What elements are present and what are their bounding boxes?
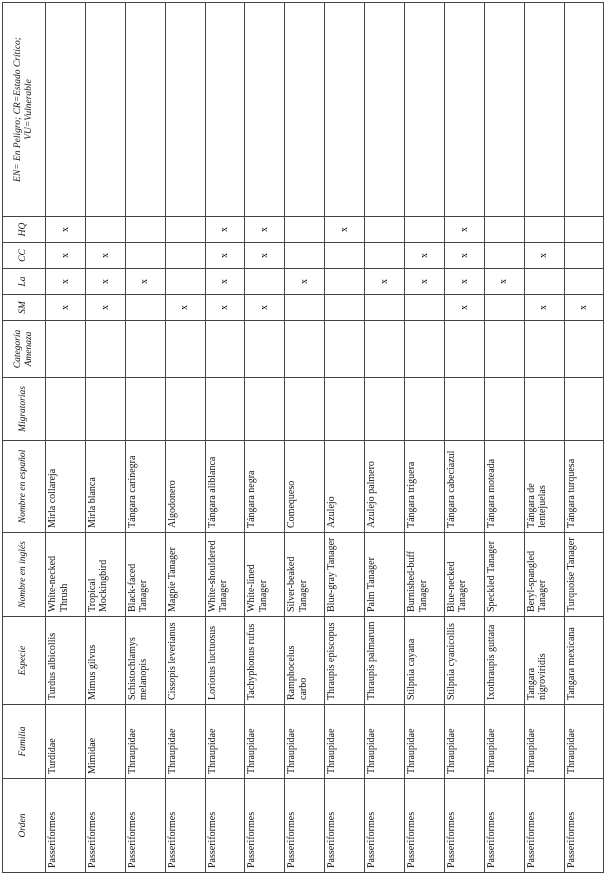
cell-orden: Passeriformes: [205, 779, 245, 873]
cell-categoria: [444, 321, 484, 378]
cell-hq: x: [325, 217, 365, 243]
cell-hq: x: [245, 217, 285, 243]
header-nombre-espanol: Nombre en español: [3, 441, 46, 533]
table-row: [365, 3, 405, 873]
cell-nombre-ingles: Silver-beaked Tanager: [285, 533, 325, 617]
cell-orden: Passeriformes: [165, 779, 205, 873]
cell-sm: x: [564, 295, 604, 321]
cell-orden: Passeriformes: [125, 779, 165, 873]
cell-la: [564, 269, 604, 295]
cell-migratorias: [325, 378, 365, 441]
cell-hq: [564, 217, 604, 243]
cell-cc: x: [205, 243, 245, 269]
cell-cc: [325, 243, 365, 269]
cell-cc: [285, 243, 325, 269]
header-la: La: [3, 269, 46, 295]
cell-nombre-ingles: Blue-necked Tanager: [444, 533, 484, 617]
cell-sm: x: [444, 295, 484, 321]
cell-la: x: [484, 269, 524, 295]
cell-nombre-espanol: Tángara triguera: [405, 441, 445, 533]
cell-hq: [165, 217, 205, 243]
cell-notes: [444, 3, 484, 217]
cell-hq: [125, 217, 165, 243]
table-row: [125, 3, 165, 873]
cell-notes: [365, 3, 405, 217]
cell-sm: [405, 295, 445, 321]
cell-especie: Stilpnia cayana: [405, 617, 445, 705]
cell-especie: Mimus gilvus: [85, 617, 125, 705]
cell-la: x: [405, 269, 445, 295]
cell-migratorias: [245, 378, 285, 441]
cell-migratorias: [205, 378, 245, 441]
cell-cc: x: [245, 243, 285, 269]
table-row: [484, 3, 524, 873]
cell-categoria: [325, 321, 365, 378]
header-categoria-amenaza: Categoría Amenaza: [3, 321, 46, 378]
cell-la: [245, 269, 285, 295]
cell-especie: Thraupis palmarum: [365, 617, 405, 705]
cell-orden: Passeriformes: [444, 779, 484, 873]
cell-la: x: [125, 269, 165, 295]
cell-nombre-espanol: Tángara aliblanca: [205, 441, 245, 533]
cell-migratorias: [444, 378, 484, 441]
cell-familia: Thraupidae: [564, 705, 604, 779]
cell-la: x: [205, 269, 245, 295]
cell-cc: [165, 243, 205, 269]
cell-notes: [165, 3, 205, 217]
cell-nombre-espanol: Mirla collareja: [46, 441, 86, 533]
cell-la: x: [444, 269, 484, 295]
cell-nombre-espanol: Tángara negra: [245, 441, 285, 533]
cell-migratorias: [285, 378, 325, 441]
cell-nombre-espanol: Comequeso: [285, 441, 325, 533]
cell-cc: [564, 243, 604, 269]
cell-familia: Thraupidae: [245, 705, 285, 779]
cell-migratorias: [85, 378, 125, 441]
cell-hq: x: [205, 217, 245, 243]
cell-especie: Cissopis leverianus: [165, 617, 205, 705]
cell-orden: Passeriformes: [85, 779, 125, 873]
cell-hq: x: [46, 217, 86, 243]
cell-orden: Passeriformes: [564, 779, 604, 873]
cell-nombre-espanol: Tángara turquesa: [564, 441, 604, 533]
cell-orden: Passeriformes: [365, 779, 405, 873]
header-sm: SM: [3, 295, 46, 321]
cell-sm: [125, 295, 165, 321]
cell-sm: x: [205, 295, 245, 321]
cell-categoria: [484, 321, 524, 378]
cell-hq: [484, 217, 524, 243]
cell-sm: [365, 295, 405, 321]
cell-categoria: [125, 321, 165, 378]
cell-familia: Thraupidae: [285, 705, 325, 779]
cell-especie: Schistochlamys melanopis: [125, 617, 165, 705]
cell-nombre-ingles: Speckled Tanager: [484, 533, 524, 617]
cell-cc: [484, 243, 524, 269]
cell-hq: [524, 217, 564, 243]
cell-especie: Loriotus luctuosus: [205, 617, 245, 705]
header-hq: HQ: [3, 217, 46, 243]
cell-nombre-ingles: Turquoise Tanager: [564, 533, 604, 617]
cell-especie: Tachyphonus rufus: [245, 617, 285, 705]
table-row: [245, 3, 285, 873]
species-table: [2, 2, 604, 873]
header-migratorias: Migratorias: [3, 378, 46, 441]
cell-la: [325, 269, 365, 295]
cell-notes: [405, 3, 445, 217]
cell-especie: Ixothraupis guttata: [484, 617, 524, 705]
cell-categoria: [365, 321, 405, 378]
cell-categoria: [205, 321, 245, 378]
cell-categoria: [85, 321, 125, 378]
table-row: [444, 3, 484, 873]
cell-notes: [484, 3, 524, 217]
cell-sm: x: [524, 295, 564, 321]
table-row: [325, 3, 365, 873]
cell-nombre-espanol: Azulejo palmero: [365, 441, 405, 533]
cell-notes: [524, 3, 564, 217]
cell-notes: [325, 3, 365, 217]
table-body: [46, 3, 604, 873]
cell-la: x: [365, 269, 405, 295]
cell-notes: [125, 3, 165, 217]
cell-migratorias: [405, 378, 445, 441]
cell-cc: x: [46, 243, 86, 269]
cell-hq: [365, 217, 405, 243]
cell-orden: Passeriformes: [524, 779, 564, 873]
cell-nombre-espanol: Tángara de lentejuelas: [524, 441, 564, 533]
table-row: [46, 3, 86, 873]
cell-la: x: [285, 269, 325, 295]
cell-nombre-ingles: Palm Tanager: [365, 533, 405, 617]
cell-la: x: [46, 269, 86, 295]
header-cc: CC: [3, 243, 46, 269]
cell-cc: x: [444, 243, 484, 269]
cell-nombre-espanol: Mirla blanca: [85, 441, 125, 533]
cell-nombre-ingles: White-necked Thrush: [46, 533, 86, 617]
cell-la: x: [85, 269, 125, 295]
cell-notes: [85, 3, 125, 217]
cell-familia: Thraupidae: [524, 705, 564, 779]
cell-especie: Turdus albicollis: [46, 617, 86, 705]
cell-categoria: [245, 321, 285, 378]
cell-migratorias: [46, 378, 86, 441]
cell-especie: Stilpnia cyanicollis: [444, 617, 484, 705]
cell-nombre-espanol: Algodonero: [165, 441, 205, 533]
header-familia: Familia: [3, 705, 46, 779]
cell-sm: x: [165, 295, 205, 321]
cell-migratorias: [484, 378, 524, 441]
cell-familia: Mimidae: [85, 705, 125, 779]
cell-orden: Passeriformes: [325, 779, 365, 873]
table-row: [564, 3, 604, 873]
cell-familia: Thraupidae: [405, 705, 445, 779]
cell-especie: Tangara nigroviridis: [524, 617, 564, 705]
table-row: [205, 3, 245, 873]
cell-nombre-ingles: Blue-gray Tanager: [325, 533, 365, 617]
cell-orden: Passeriformes: [405, 779, 445, 873]
cell-notes: [245, 3, 285, 217]
table-row: [165, 3, 205, 873]
cell-sm: x: [85, 295, 125, 321]
cell-categoria: [285, 321, 325, 378]
cell-especie: Tangara mexicana: [564, 617, 604, 705]
cell-cc: [365, 243, 405, 269]
cell-familia: Thraupidae: [484, 705, 524, 779]
cell-hq: x: [444, 217, 484, 243]
cell-nombre-ingles: Tropical Mockingbird: [85, 533, 125, 617]
cell-categoria: [524, 321, 564, 378]
cell-nombre-espanol: Tángara carinegra: [125, 441, 165, 533]
cell-nombre-espanol: Azulejo: [325, 441, 365, 533]
cell-orden: Passeriformes: [46, 779, 86, 873]
cell-notes: [205, 3, 245, 217]
cell-nombre-ingles: White-shouldered Tanager: [205, 533, 245, 617]
cell-familia: Thraupidae: [205, 705, 245, 779]
header-row: [3, 3, 46, 873]
cell-nombre-ingles: Magpie Tanager: [165, 533, 205, 617]
cell-migratorias: [365, 378, 405, 441]
cell-notes: [46, 3, 86, 217]
cell-sm: [325, 295, 365, 321]
cell-familia: Thraupidae: [365, 705, 405, 779]
cell-notes: [285, 3, 325, 217]
cell-cc: x: [85, 243, 125, 269]
cell-notes: [564, 3, 604, 217]
cell-nombre-ingles: Black-faced Tanager: [125, 533, 165, 617]
cell-migratorias: [125, 378, 165, 441]
cell-sm: [484, 295, 524, 321]
cell-familia: Thraupidae: [165, 705, 205, 779]
cell-especie: Ramphocelus carbo: [285, 617, 325, 705]
cell-categoria: [46, 321, 86, 378]
header-nombre-ingles: Nombre en inglés: [3, 533, 46, 617]
cell-nombre-espanol: Tángara cabeciazul: [444, 441, 484, 533]
table-row: [405, 3, 445, 873]
header-notes: EN= En Peligro; CR=Estado Crítico; VU=Vulnerable: [3, 3, 46, 217]
cell-hq: [285, 217, 325, 243]
cell-cc: x: [405, 243, 445, 269]
cell-nombre-espanol: Tángara moteada: [484, 441, 524, 533]
cell-nombre-ingles: Beryl-spangled Tanager: [524, 533, 564, 617]
cell-hq: [405, 217, 445, 243]
cell-orden: Passeriformes: [245, 779, 285, 873]
cell-cc: x: [524, 243, 564, 269]
header-especie: Especie: [3, 617, 46, 705]
cell-especie: Thraupis episcopus: [325, 617, 365, 705]
cell-familia: Thraupidae: [125, 705, 165, 779]
cell-sm: x: [46, 295, 86, 321]
cell-migratorias: [165, 378, 205, 441]
cell-cc: [125, 243, 165, 269]
cell-categoria: [564, 321, 604, 378]
cell-migratorias: [524, 378, 564, 441]
cell-sm: x: [245, 295, 285, 321]
cell-sm: [285, 295, 325, 321]
header-orden: Orden: [3, 779, 46, 873]
cell-migratorias: [564, 378, 604, 441]
table-row: [285, 3, 325, 873]
cell-familia: Turdidae: [46, 705, 86, 779]
cell-categoria: [405, 321, 445, 378]
cell-familia: Thraupidae: [444, 705, 484, 779]
cell-la: [165, 269, 205, 295]
cell-hq: [85, 217, 125, 243]
table-row: [85, 3, 125, 873]
cell-orden: Passeriformes: [285, 779, 325, 873]
cell-orden: Passeriformes: [484, 779, 524, 873]
cell-nombre-ingles: Burnished-buff Tanager: [405, 533, 445, 617]
cell-categoria: [165, 321, 205, 378]
table-row: [524, 3, 564, 873]
cell-la: [524, 269, 564, 295]
cell-nombre-ingles: White-lined Tanager: [245, 533, 285, 617]
cell-familia: Thraupidae: [325, 705, 365, 779]
